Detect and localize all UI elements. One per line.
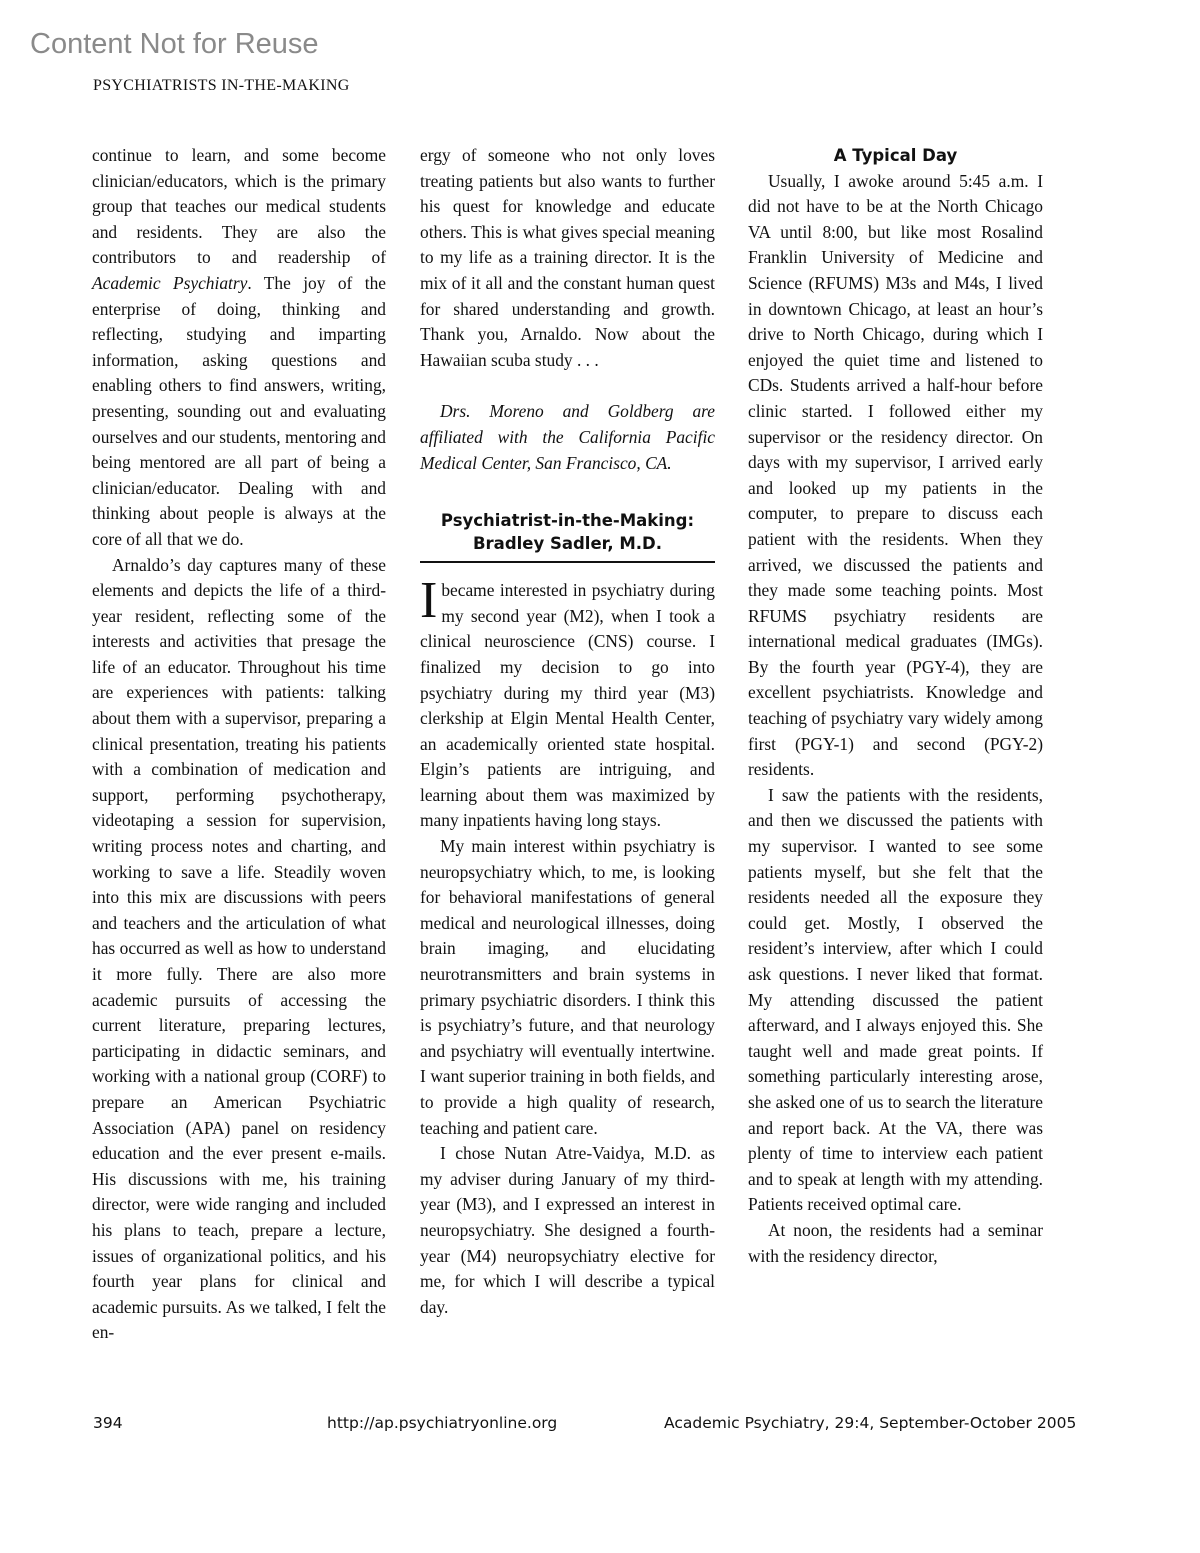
- watermark: Content Not for Reuse: [30, 28, 319, 60]
- paragraph-text: became interested in psychiatry during my second year (M2), when I took a clinical neuroscience (CNS) course. I finalized my decision to go into psychiatry during my third year (M3) clerkship at Elgin Mental Health Center, an academically oriented state hospital. Elgin’s patients are intriguing, and learning about them was maximized by many inpatients having long stays.: [420, 580, 715, 831]
- journal-name: Academic Psychiatry: [92, 272, 248, 293]
- footer-journal-citation: Academic Psychiatry, 29:4, September-October 2005: [664, 1414, 1077, 1432]
- author-affiliation: Drs. Moreno and Goldberg are affiliated with the California Pacific Medical Center, San Francisco, CA.: [420, 401, 715, 473]
- drop-cap: I: [420, 572, 438, 630]
- section-heading-line: Bradley Sadler, M.D.: [472, 534, 663, 554]
- paragraph: My main interest within psychiatry is neuropsychiatry which, to me, is looking for behavioral manifestations of general medical and neurological illnesses, doing brain imaging, and elucidating neurotransmitters and brain systems in primary psychiatric disorders. I think this is psychiatry’s future, and that neurology and psychiatry will eventually intertwine. I want superior training in both fields, and to provide a high quality of research, teaching and patient care.: [420, 836, 715, 1138]
- footer-url: http://ap.psychiatryonline.org: [327, 1414, 558, 1432]
- paragraph: At noon, the residents had a seminar with the residency director,: [748, 1219, 1043, 1266]
- paragraph: Usually, I awoke around 5:45 a.m. I did not have to be at the North Chicago VA until 8:00, but like most Rosalind Franklin University of Medicine and Science (RFUMS) M3s and M4s, I lived in downtown Chicago, at least an hour’s drive to North Chicago, during which I enjoyed the quiet time and listened to CDs. Students arrived a half-hour before clinic started. I followed either my supervisor or the residency director. On days with my supervisor, I arrived early and looked up my patients in the computer, to prepare to discuss each patient with the residents. When they arrived, we discussed the patients and they made some teaching points. Most RFUMS psychiatry residents are international medical graduates (IMGs). By the fourth year (PGY-4), they are excellent psychiatrists. Knowledge and teaching of psychiatry vary widely among first (PGY-1) and second (PGY-2) residents.: [748, 170, 1043, 780]
- column-2: [420, 143, 715, 1320]
- running-head: PSYCHIATRISTS IN-THE-MAKING: [93, 77, 350, 94]
- paragraph: Arnaldo’s day captures many of these elements and depicts the life of a third-year resident, reflecting some of the interests and activities that presage the life of an educator. Throughout his time are experiences with patients: talking about them with a supervisor, preparing a clinical presentation, treating his patients with a combination of medication and support, performing psychotherapy, videotaping a session for supervision, writing process notes and charting, and working to save a life. Steadily woven into this mix are discussions with peers and teachers and the articulation of what has occurred as well as how to understand it more fully. There are also more academic pursuits of accessing the current literature, preparing lectures, participating in didactic seminars, and working with a national group (CORF) to prepare an American Psychiatric Association (APA) panel on residency education and the ever present e-mails. His discussions with me, his training director, were wide ranging and included his plans to teach, prepare a lecture, issues of organizational politics, and his fourth year plans for clinical and academic pursuits. As we talked, I felt the en-: [92, 554, 386, 1343]
- paragraph-text: continue to learn, and some become clinician/educators, which is the primary group that teaches our medical students and residents. They are also the contributors to and readership of: [92, 145, 386, 268]
- paragraph: ergy of someone who not only loves treating patients but also wants to further his quest for knowledge and educate others. This is what gives special meaning to my life as a training director. It is the mix of it all and the constant human quest for shared understanding and growth. Thank you, Arnaldo. Now about the Hawaiian scuba study . . .: [420, 145, 715, 370]
- column-1: [92, 143, 386, 1346]
- section-heading-line: Psychiatrist-in-the-Making:: [440, 511, 695, 531]
- paragraph-text: . The joy of the enterprise of doing, thinking and reflecting, studying and imparting information, asking questions and enabling others to find answers, writing, presenting, sounding out and evaluating ourselves and our students, mentoring and being mentored are all part of being a clinician/educator. Dealing with and thinking about people is always at the core of all that we do.: [92, 272, 386, 549]
- column-3: [748, 143, 1043, 1269]
- paragraph: [420, 572, 715, 834]
- section-heading: [420, 509, 715, 563]
- paragraph: I saw the patients with the residents, and then we discussed the patients with my supervisor. I wanted to see some patients myself, but she felt that the residents needed all the exposure they could get. Mostly, I observed the resident’s interview, after which I could ask questions. I never liked that format. My attending discussed the patient afterward, and I always enjoyed this. She taught well and made great points. If something particularly interesting arose, she asked one of us to search the literature and report back. At the VA, there was plenty of time to interview each patient and to speak at length with my attending. Patients received optimal care.: [748, 784, 1043, 1215]
- paragraph: I chose Nutan Atre-Vaidya, M.D. as my adviser during January of my third-year (M3), and I expressed an interest in neuropsychiatry. She designed a fourth-year (M4) neuropsychiatry elective for me, for which I will describe a typical day.: [420, 1143, 715, 1317]
- paragraph: [92, 143, 386, 553]
- page-number: 394: [93, 1414, 123, 1432]
- subheading: A Typical Day: [833, 146, 958, 165]
